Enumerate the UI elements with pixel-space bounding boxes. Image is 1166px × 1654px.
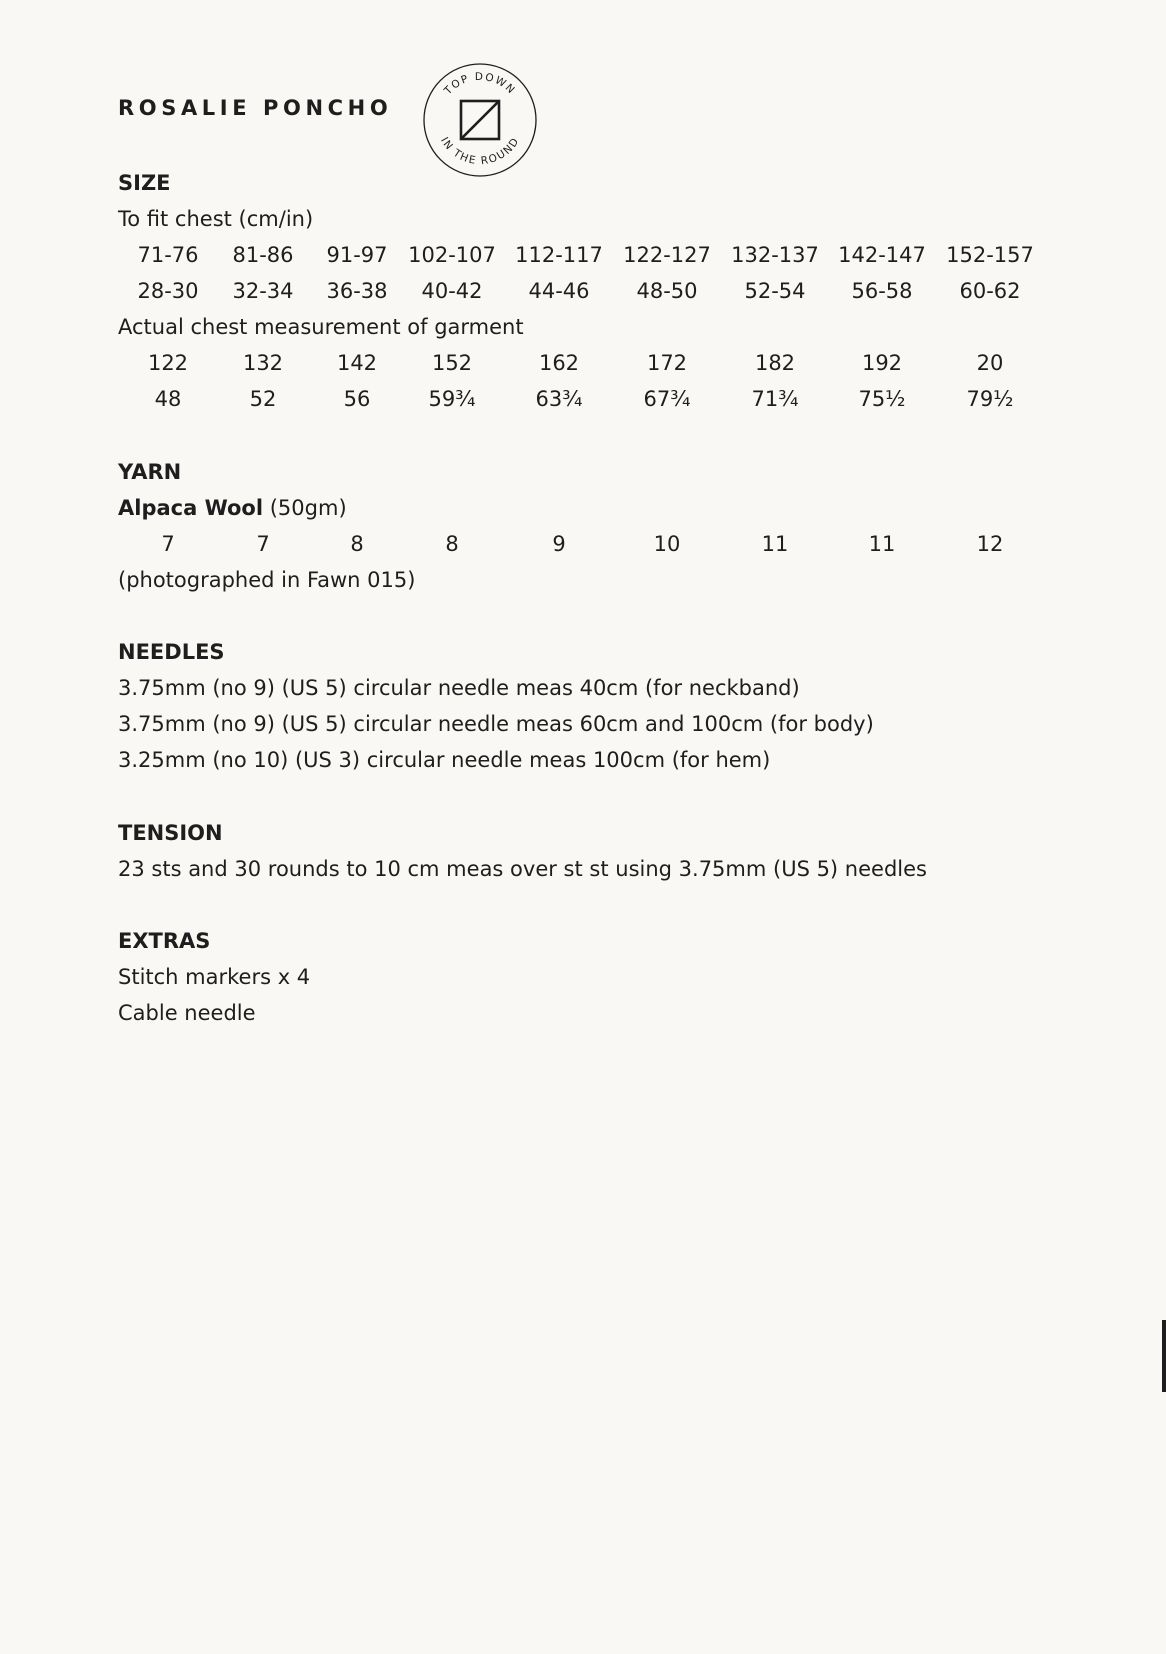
yarn-quantity: 7 bbox=[256, 532, 270, 556]
size-cell: 132-137 bbox=[731, 243, 819, 267]
size-cell: 132 bbox=[242, 351, 284, 375]
size-cell: 67¾ bbox=[643, 387, 691, 411]
size-cell: 91-97 bbox=[326, 243, 388, 267]
size-cell: 122-127 bbox=[623, 243, 711, 267]
extras-line: Stitch markers x 4 bbox=[118, 965, 311, 989]
extras-heading: EXTRAS bbox=[118, 929, 211, 953]
size-cell: 75½ bbox=[858, 387, 906, 411]
size-cell: 152 bbox=[431, 351, 473, 375]
size-cell: 122 bbox=[147, 351, 189, 375]
page-edge-marker bbox=[1162, 1320, 1166, 1392]
needle-line: 3.25mm (no 10) (US 3) circular needle meas 100cm (for hem) bbox=[118, 748, 771, 772]
size-cell: 63¾ bbox=[535, 387, 583, 411]
yarn-note: (photographed in Fawn 015) bbox=[118, 568, 416, 592]
needle-line: 3.75mm (no 9) (US 5) circular needle meas 60cm and 100cm (for body) bbox=[118, 712, 874, 736]
fit-chest-in-row bbox=[0, 279, 1166, 305]
size-cell: 172 bbox=[646, 351, 688, 375]
size-cell: 71¾ bbox=[751, 387, 799, 411]
yarn-quantity: 10 bbox=[653, 532, 681, 556]
yarn-quantity: 9 bbox=[552, 532, 566, 556]
size-cell: 48-50 bbox=[636, 279, 698, 303]
size-cell: 142 bbox=[336, 351, 378, 375]
size-cell: 40-42 bbox=[421, 279, 483, 303]
needle-line: 3.75mm (no 9) (US 5) circular needle meas 40cm (for neckband) bbox=[118, 676, 800, 700]
size-cell: 81-86 bbox=[232, 243, 294, 267]
size-heading: SIZE bbox=[118, 171, 171, 195]
size-cell: 36-38 bbox=[326, 279, 388, 303]
yarn-line bbox=[118, 496, 347, 520]
size-cell: 192 bbox=[861, 351, 903, 375]
size-cell: 56 bbox=[343, 387, 371, 411]
size-cell: 112-117 bbox=[515, 243, 603, 267]
badge-bottom-text: IN THE ROUND bbox=[438, 135, 523, 168]
size-cell: 56-58 bbox=[851, 279, 913, 303]
yarn-weight: (50gm) bbox=[263, 496, 347, 520]
yarn-quantity: 7 bbox=[161, 532, 175, 556]
size-cell: 60-62 bbox=[959, 279, 1021, 303]
badge-top-text: TOP DOWN bbox=[442, 70, 518, 98]
needles-heading: NEEDLES bbox=[118, 640, 225, 664]
size-cell: 162 bbox=[538, 351, 580, 375]
yarn-quantity: 11 bbox=[761, 532, 789, 556]
yarn-quantity: 8 bbox=[445, 532, 459, 556]
top-down-in-the-round-badge bbox=[422, 62, 538, 178]
size-cell: 71-76 bbox=[137, 243, 199, 267]
svg-text:TOP DOWN bbox=[441, 71, 517, 98]
size-cell: 142-147 bbox=[838, 243, 926, 267]
size-cell: 20 bbox=[976, 351, 1004, 375]
extras-line: Cable needle bbox=[118, 1001, 256, 1025]
actual-chest-label: Actual chest measurement of garment bbox=[118, 315, 524, 339]
fit-chest-label: To fit chest (cm/in) bbox=[118, 207, 314, 231]
size-cell: 102-107 bbox=[408, 243, 496, 267]
tension-text: 23 sts and 30 rounds to 10 cm meas over st st using 3.75mm (US 5) needles bbox=[118, 857, 927, 881]
yarn-quantity: 8 bbox=[350, 532, 364, 556]
actual-chest-cm-row bbox=[0, 351, 1166, 377]
size-cell: 44-46 bbox=[528, 279, 590, 303]
size-cell: 52 bbox=[249, 387, 277, 411]
size-cell: 32-34 bbox=[232, 279, 294, 303]
yarn-quantity: 11 bbox=[868, 532, 896, 556]
size-cell: 152-157 bbox=[946, 243, 1034, 267]
actual-chest-in-row bbox=[0, 387, 1166, 413]
size-cell: 79½ bbox=[966, 387, 1014, 411]
yarn-heading: YARN bbox=[118, 460, 182, 484]
size-cell: 182 bbox=[754, 351, 796, 375]
yarn-quantity: 12 bbox=[976, 532, 1004, 556]
size-cell: 48 bbox=[154, 387, 182, 411]
size-cell: 59¾ bbox=[428, 387, 476, 411]
fit-chest-cm-row bbox=[0, 243, 1166, 269]
size-cell: 52-54 bbox=[744, 279, 806, 303]
size-cell: 28-30 bbox=[137, 279, 199, 303]
tension-heading: TENSION bbox=[118, 821, 223, 845]
pattern-title: ROSALIE PONCHO bbox=[118, 96, 393, 120]
yarn-name: Alpaca Wool bbox=[118, 496, 264, 520]
yarn-quantity-row bbox=[0, 532, 1166, 558]
